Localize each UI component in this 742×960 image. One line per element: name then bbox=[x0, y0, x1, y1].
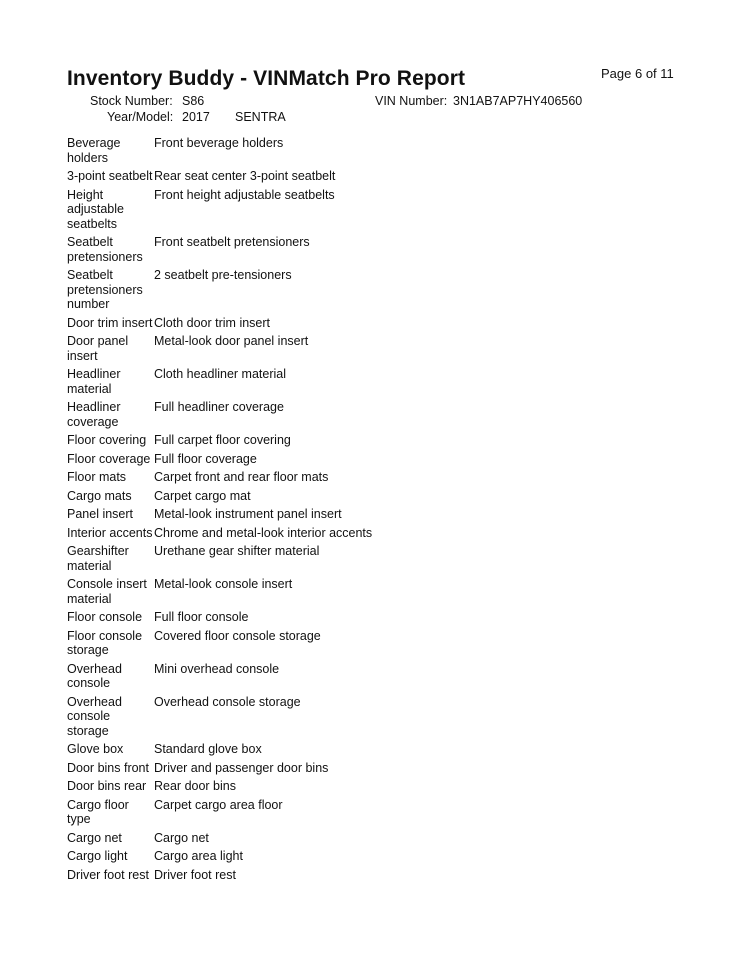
table-row bbox=[67, 235, 372, 264]
feature-label: Headliner material bbox=[67, 367, 121, 396]
feature-label: Console insert material bbox=[67, 577, 147, 606]
feature-label: Cargo floor type bbox=[67, 797, 129, 826]
table-row bbox=[67, 334, 372, 363]
feature-label: Headliner coverage bbox=[67, 400, 121, 429]
feature-value: Rear door bins bbox=[154, 779, 236, 793]
feature-label: Floor console bbox=[67, 610, 143, 624]
feature-label: Interior accents bbox=[67, 525, 153, 540]
feature-label: Height adjustable seatbelts bbox=[67, 187, 124, 231]
feature-label: Cargo light bbox=[67, 849, 128, 863]
feature-value: Front beverage holders bbox=[154, 136, 284, 150]
feature-value: Chrome and metal-look interior accents bbox=[154, 525, 373, 540]
feature-label: Glove box bbox=[67, 742, 124, 756]
feature-value: Rear seat center 3-point seatbelt bbox=[154, 169, 336, 183]
feature-label: Door bins front bbox=[67, 760, 149, 775]
table-row bbox=[67, 577, 372, 606]
feature-label: Overhead console bbox=[67, 661, 122, 690]
stock-number-label: Stock Number: bbox=[90, 94, 173, 108]
feature-label: Door bins rear bbox=[67, 779, 147, 793]
table-row bbox=[67, 849, 372, 864]
feature-label: Cargo mats bbox=[67, 488, 132, 503]
report-title: Inventory Buddy - VINMatch Pro Report bbox=[67, 67, 466, 90]
table-row bbox=[67, 433, 372, 448]
feature-label: Gearshifter material bbox=[67, 544, 129, 573]
feature-value: Front height adjustable seatbelts bbox=[154, 187, 335, 202]
table-row bbox=[67, 169, 372, 184]
feature-label: Panel insert bbox=[67, 507, 134, 521]
table-row bbox=[67, 779, 372, 794]
feature-table bbox=[67, 136, 372, 886]
table-row bbox=[67, 798, 372, 827]
table-row bbox=[67, 400, 372, 429]
feature-value: Mini overhead console bbox=[154, 661, 280, 676]
year-value: 2017 bbox=[182, 110, 210, 124]
feature-value: Cargo net bbox=[154, 830, 209, 845]
stock-number-value: S86 bbox=[182, 94, 205, 108]
table-row bbox=[67, 629, 372, 658]
feature-label: 3-point seatbelt bbox=[67, 169, 153, 183]
feature-value: Full floor console bbox=[154, 610, 249, 624]
table-row bbox=[67, 136, 372, 165]
feature-value: Front seatbelt pretensioners bbox=[154, 235, 310, 249]
model-value: SENTRA bbox=[235, 110, 286, 124]
feature-value: Urethane gear shifter material bbox=[154, 544, 320, 558]
feature-label: Seatbelt pretensioners number bbox=[67, 268, 143, 311]
feature-value: Driver and passenger door bins bbox=[154, 760, 329, 775]
feature-value: Covered floor console storage bbox=[154, 628, 321, 643]
feature-label: Seatbelt pretensioners bbox=[67, 235, 143, 264]
feature-value: Full carpet floor covering bbox=[154, 433, 291, 447]
feature-value: Standard glove box bbox=[154, 742, 262, 756]
feature-value: Full floor coverage bbox=[154, 451, 257, 466]
feature-value: 2 seatbelt pre-tensioners bbox=[154, 268, 292, 282]
feature-label: Door panel insert bbox=[67, 334, 129, 363]
feature-value: Cloth door trim insert bbox=[154, 315, 271, 330]
table-row bbox=[67, 831, 372, 846]
table-row bbox=[67, 470, 372, 485]
table-row bbox=[67, 695, 372, 739]
table-row bbox=[67, 188, 372, 232]
table-row bbox=[67, 452, 372, 467]
table-row bbox=[67, 761, 372, 776]
table-row bbox=[67, 526, 372, 541]
feature-label: Beverage holders bbox=[67, 136, 121, 165]
vin-number-label: VIN Number: bbox=[375, 94, 448, 108]
feature-label: Floor coverage bbox=[67, 451, 151, 466]
feature-label: Door trim insert bbox=[67, 315, 153, 330]
feature-value: Carpet cargo area floor bbox=[154, 797, 283, 812]
feature-value: Carpet front and rear floor mats bbox=[154, 470, 329, 484]
table-row bbox=[67, 610, 372, 625]
feature-label: Driver foot rest bbox=[67, 867, 149, 882]
feature-value: Overhead console storage bbox=[154, 694, 301, 709]
feature-label: Floor console storage bbox=[67, 628, 143, 657]
table-row bbox=[67, 507, 372, 522]
feature-value: Metal-look instrument panel insert bbox=[154, 507, 342, 521]
table-row bbox=[67, 316, 372, 331]
table-row bbox=[67, 662, 372, 691]
table-row bbox=[67, 268, 372, 312]
feature-value: Cargo area light bbox=[154, 849, 243, 863]
feature-value: Metal-look door panel insert bbox=[154, 334, 309, 348]
table-row bbox=[67, 367, 372, 396]
page-number: Page 6 of 11 bbox=[601, 66, 674, 81]
feature-value: Driver foot rest bbox=[154, 867, 236, 882]
feature-label: Floor covering bbox=[67, 433, 147, 447]
feature-label: Floor mats bbox=[67, 470, 127, 484]
table-row bbox=[67, 489, 372, 504]
vin-number-value: 3N1AB7AP7HY406560 bbox=[453, 94, 583, 108]
feature-label: Cargo net bbox=[67, 830, 122, 845]
table-row bbox=[67, 742, 372, 757]
year-model-label: Year/Model: bbox=[107, 110, 174, 124]
feature-label: Overhead console storage bbox=[67, 694, 122, 738]
table-row bbox=[67, 868, 372, 883]
feature-value: Metal-look console insert bbox=[154, 577, 293, 591]
table-row bbox=[67, 544, 372, 573]
feature-value: Cloth headliner material bbox=[154, 367, 287, 381]
feature-value: Full headliner coverage bbox=[154, 400, 284, 414]
feature-value: Carpet cargo mat bbox=[154, 488, 251, 503]
